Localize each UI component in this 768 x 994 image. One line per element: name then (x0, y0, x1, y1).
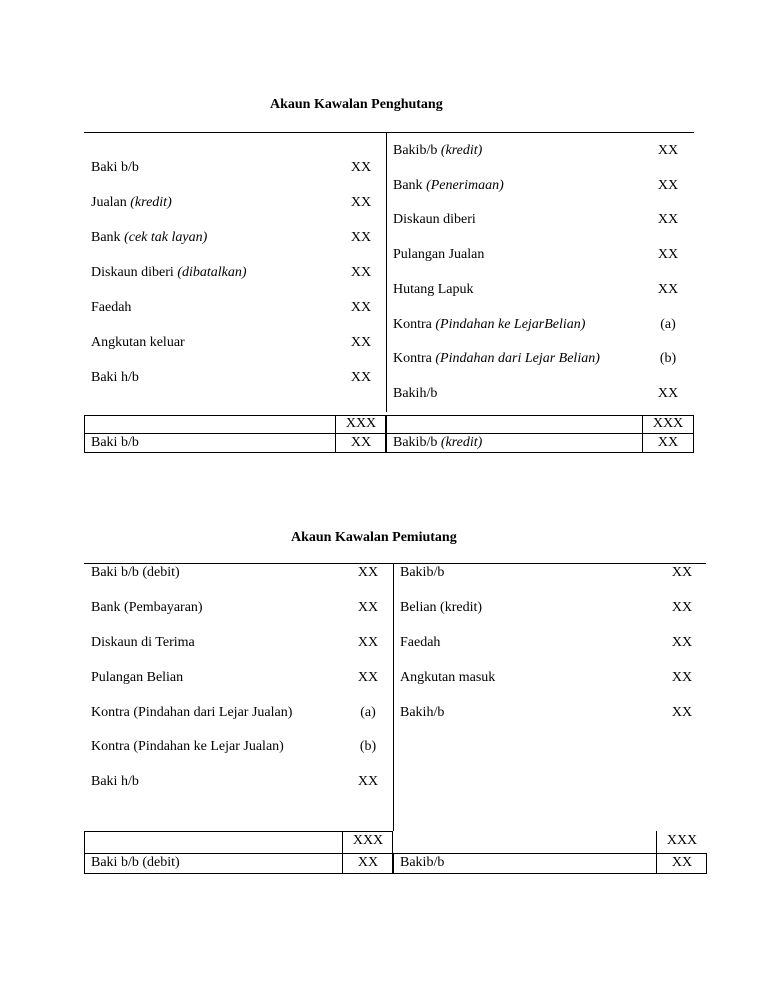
pemiutang-debit-label: Kontra (Pindahan ke Lejar Jualan) (91, 739, 284, 754)
penghutang-credit-amount: (b) (659, 351, 677, 366)
penghutang-title: Akaun Kawalan Penghutang (270, 97, 443, 112)
pemiutang-left-balance-label: Baki b/b (debit) (91, 855, 180, 870)
pemiutang-debit-amount: XX (357, 565, 379, 580)
penghutang-credit-amount: XX (657, 212, 679, 227)
pemiutang-credit-amount: XX (671, 705, 693, 720)
penghutang-debit-amount: XX (350, 160, 372, 175)
penghutang-credit-label: Pulangan Jualan (393, 247, 485, 262)
pemiutang-debit-amount: XX (357, 670, 379, 685)
pemiutang-debit-amount: XX (357, 600, 379, 615)
pemiutang-left-balance-amount: XX (357, 855, 379, 870)
penghutang-left-balance-amount: XX (350, 435, 372, 450)
pemiutang-debit-amount: (a) (360, 705, 376, 720)
penghutang-right-total-rule (386, 433, 694, 434)
pemiutang-credit-label: Angkutan masuk (400, 670, 496, 685)
penghutang-credit-amount: XX (657, 178, 679, 193)
pemiutang-right-balance-label: Bakib/b (400, 855, 445, 870)
pemiutang-debit-label: Kontra (Pindahan dari Lejar Jualan) (91, 705, 293, 720)
penghutang-debit-label: Angkutan keluar (91, 335, 185, 350)
pemiutang-right-total: XXX (666, 833, 698, 848)
penghutang-debit-label: Diskaun diberi (dibatalkan) (91, 265, 247, 280)
penghutang-credit-amount: (a) (660, 317, 676, 332)
penghutang-right-total: XXX (652, 416, 684, 431)
penghutang-credit-label: Bakib/b (kredit) (393, 143, 483, 158)
pemiutang-credit-amount: XX (671, 565, 693, 580)
penghutang-debit-amount: XX (350, 265, 372, 280)
penghutang-debit-amount: XX (350, 195, 372, 210)
pemiutang-credit-label: Belian (kredit) (400, 600, 483, 615)
pemiutang-left-total-rule (84, 853, 393, 854)
penghutang-credit-amount: XX (657, 247, 679, 262)
penghutang-center-rule (386, 132, 387, 412)
pemiutang-debit-label: Baki h/b (91, 774, 139, 789)
pemiutang-right-bottom-rule (393, 873, 707, 874)
penghutang-left-total-rule (84, 433, 386, 434)
pemiutang-debit-label: Bank (Pembayaran) (91, 600, 203, 615)
penghutang-debit-amount: XX (350, 335, 372, 350)
pemiutang-top-rule (84, 563, 706, 564)
penghutang-credit-amount: XX (657, 386, 679, 401)
pemiutang-debit-amount: XX (357, 774, 379, 789)
penghutang-debit-label: Bank (cek tak layan) (91, 230, 208, 245)
penghutang-right-balance-amount: XX (657, 435, 679, 450)
penghutang-debit-label: Jualan (kredit) (91, 195, 172, 210)
penghutang-credit-label: Diskaun diberi (393, 212, 476, 227)
penghutang-credit-label: Kontra (Pindahan dari Lejar Belian) (393, 351, 600, 366)
penghutang-credit-label: Bakih/b (393, 386, 438, 401)
pemiutang-center-rule (393, 563, 394, 831)
penghutang-debit-amount: XX (350, 230, 372, 245)
penghutang-credit-label: Kontra (Pindahan ke LejarBelian) (393, 317, 586, 332)
pemiutang-left-total: XXX (352, 833, 384, 848)
penghutang-right-balance-label: Bakib/b (kredit) (393, 435, 483, 450)
pemiutang-title: Akaun Kawalan Pemiutang (291, 530, 457, 545)
pemiutang-credit-label: Faedah (400, 635, 441, 650)
penghutang-credit-amount: XX (657, 143, 679, 158)
penghutang-debit-label: Baki h/b (91, 370, 139, 385)
pemiutang-credit-amount: XX (671, 600, 693, 615)
penghutang-credit-amount: XX (657, 282, 679, 297)
pemiutang-right-total-rule (393, 853, 707, 854)
pemiutang-credit-label: Bakib/b (400, 565, 445, 580)
pemiutang-credit-amount: XX (671, 670, 693, 685)
penghutang-debit-label: Baki b/b (91, 160, 139, 175)
penghutang-left-total: XXX (345, 416, 377, 431)
penghutang-left-balance-label: Baki b/b (91, 435, 139, 450)
penghutang-debit-amount: XX (350, 300, 372, 315)
pemiutang-debit-amount: XX (357, 635, 379, 650)
penghutang-debit-amount: XX (350, 370, 372, 385)
pemiutang-debit-label: Diskaun di Terima (91, 635, 195, 650)
penghutang-top-rule (84, 132, 694, 133)
pemiutang-debit-amount: (b) (359, 739, 377, 754)
penghutang-credit-label: Bank (Penerimaan) (393, 178, 504, 193)
pemiutang-right-box-left (393, 853, 394, 874)
penghutang-debit-label: Faedah (91, 300, 132, 315)
penghutang-credit-label: Hutang Lapuk (393, 282, 474, 297)
pemiutang-debit-label: Baki b/b (debit) (91, 565, 180, 580)
pemiutang-right-balance-amount: XX (671, 855, 693, 870)
pemiutang-debit-label: Pulangan Belian (91, 670, 184, 685)
pemiutang-credit-label: Bakih/b (400, 705, 445, 720)
pemiutang-credit-amount: XX (671, 635, 693, 650)
